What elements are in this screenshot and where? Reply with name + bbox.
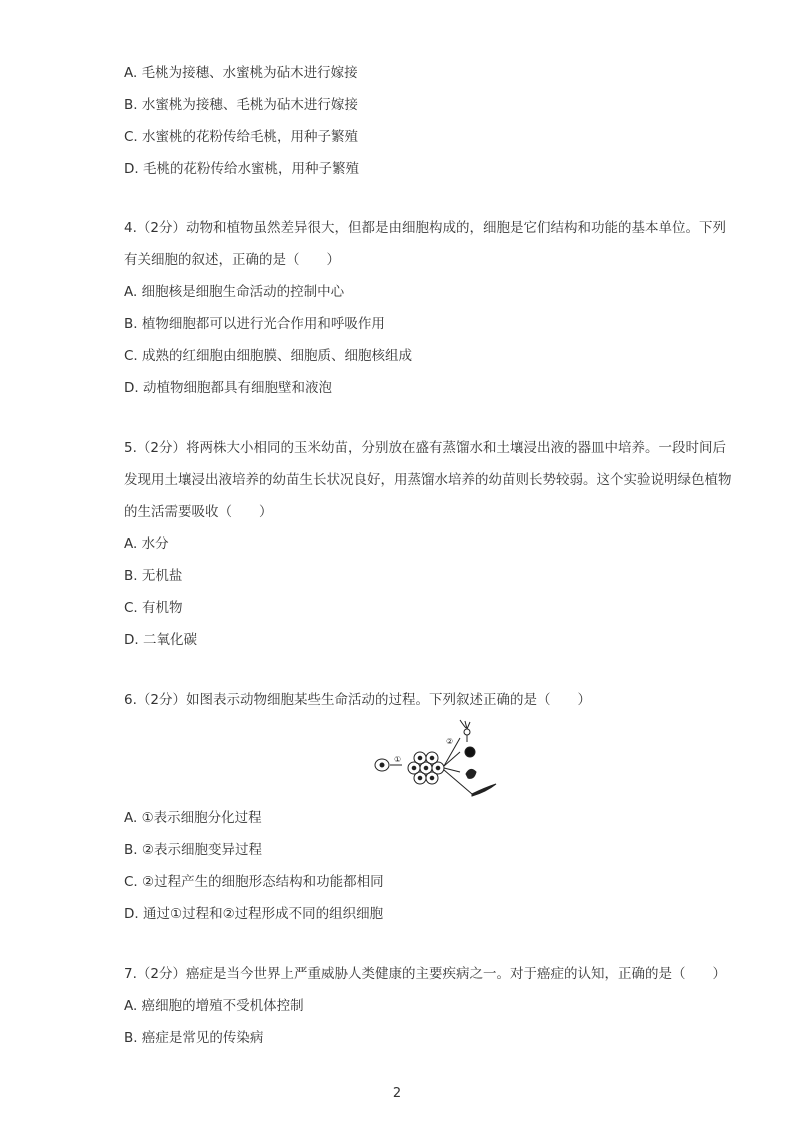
option-4c: C. 成熟的红细胞由细胞膜、细胞质、细胞核组成 bbox=[124, 348, 413, 364]
figure-drawing bbox=[372, 716, 504, 802]
option-3b: B. 水蜜桃为接穗、毛桃为砧木进行嫁接 bbox=[124, 97, 358, 113]
option-6c: C. ②过程产生的细胞形态结构和功能都相同 bbox=[124, 874, 384, 890]
question-5-stem-line2: 发现用土壤浸出液培养的幼苗生长状况良好，用蒸馏水培养的幼苗则长势较弱。这个实验说明绿色植物 bbox=[124, 472, 732, 488]
option-7a: A. 癌细胞的增殖不受机体控制 bbox=[124, 998, 304, 1014]
cell-division-differentiation-figure bbox=[372, 716, 504, 802]
option-3c: C. 水蜜桃的花粉传给毛桃，用种子繁殖 bbox=[124, 129, 359, 145]
question-5-stem-line1: 5.（2分）将两株大小相同的玉米幼苗，分别放在盛有蒸馏水和土壤浸出液的器皿中培养。一段时间后 bbox=[124, 440, 726, 456]
option-4d: D. 动植物细胞都具有细胞壁和液泡 bbox=[124, 380, 332, 396]
option-4a: A. 细胞核是细胞生命活动的控制中心 bbox=[124, 284, 345, 300]
page-number: 2 bbox=[392, 1086, 402, 1101]
label-2: ② bbox=[446, 737, 454, 746]
option-4b: B. 植物细胞都可以进行光合作用和呼吸作用 bbox=[124, 316, 385, 332]
question-5-stem-line3: 的生活需要吸收（ ） bbox=[124, 504, 273, 520]
option-6a: A. ①表示细胞分化过程 bbox=[124, 810, 262, 826]
option-5a: A. 水分 bbox=[124, 536, 169, 552]
option-6b: B. ②表示细胞变异过程 bbox=[124, 842, 262, 858]
option-5b: B. 无机盐 bbox=[124, 568, 183, 584]
question-4-stem-line1: 4.（2分）动物和植物虽然差异很大，但都是由细胞构成的，细胞是它们结构和功能的基本单位。下列 bbox=[124, 220, 726, 236]
label-1: ① bbox=[394, 755, 402, 764]
question-6-stem: 6.（2分）如图表示动物细胞某些生命活动的过程。下列叙述正确的是（ ） bbox=[124, 692, 591, 708]
question-7-stem: 7.（2分）癌症是当今世界上严重威胁人类健康的主要疾病之一。对于癌症的认知，正确的是（ ） bbox=[124, 966, 726, 982]
question-4-stem-line2: 有关细胞的叙述，正确的是（ ） bbox=[124, 252, 340, 268]
option-3d: D. 毛桃的花粉传给水蜜桃，用种子繁殖 bbox=[124, 161, 359, 177]
option-5d: D. 二氧化碳 bbox=[124, 632, 197, 648]
option-6d: D. 通过①过程和②过程形成不同的组织细胞 bbox=[124, 906, 384, 922]
option-7b: B. 癌症是常见的传染病 bbox=[124, 1030, 264, 1046]
option-3a: A. 毛桃为接穗、水蜜桃为砧木进行嫁接 bbox=[124, 65, 358, 81]
option-5c: C. 有机物 bbox=[124, 600, 183, 616]
